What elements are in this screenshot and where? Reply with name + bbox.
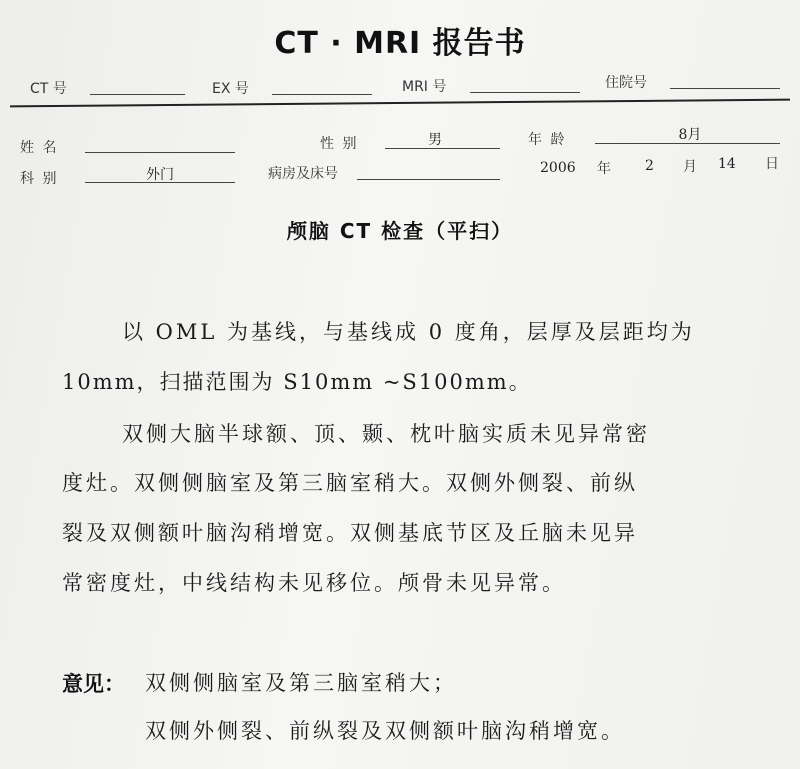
ct-number-label: CT 号 [30, 81, 67, 97]
ward-bed-blank [357, 179, 500, 180]
ct-number-blank [90, 94, 185, 95]
date-year: 2006 [540, 160, 576, 176]
findings-line: 度灶。双侧侧脑室及第三脑室稍大。双侧外侧裂、前纵 [62, 471, 638, 495]
sex-value: 男 [428, 132, 442, 148]
findings-line: 常密度灶，中线结构未见移位。颅骨未见异常。 [62, 571, 566, 595]
department-value: 外门 [146, 167, 174, 183]
mri-number-label: MRI 号 [402, 79, 447, 95]
inpatient-number-blank [670, 88, 780, 89]
header-divider [10, 99, 790, 108]
age-label: 年 龄 [528, 132, 567, 148]
ward-bed-label: 病房及床号 [268, 166, 338, 182]
findings-line: 10mm，扫描范围为 S10mm ~S100mm。 [62, 370, 532, 394]
findings-line: 双侧大脑半球额、顶、颞、枕叶脑实质未见异常密 [122, 422, 650, 446]
opinion-line: 双侧侧脑室及第三脑室稍大； [145, 671, 457, 695]
name-label: 姓 名 [20, 140, 59, 156]
opinion-line: 双侧外侧裂、前纵裂及双侧额叶脑沟稍增宽。 [145, 719, 625, 743]
mri-number-blank [470, 92, 580, 93]
name-blank [85, 152, 235, 153]
date-day: 14 [718, 156, 736, 172]
inpatient-number-label: 住院号 [605, 75, 647, 91]
sex-label: 性 别 [320, 136, 359, 152]
report-title: CT · MRI 报告书 [274, 26, 526, 61]
department-label: 科 别 [20, 171, 59, 187]
date-year-unit: 年 [597, 161, 613, 177]
ex-number-blank [272, 94, 372, 95]
age-value: 8月 [678, 127, 702, 143]
date-month-unit: 月 [683, 159, 699, 175]
date-month: 2 [645, 158, 654, 174]
exam-title: 颅脑 CT 检查（平扫） [286, 219, 514, 243]
date-day-unit: 日 [765, 156, 781, 172]
ex-number-label: EX 号 [212, 81, 249, 97]
opinion-label: 意见： [62, 672, 125, 696]
findings-line: 以 OML 为基线，与基线成 0 度角，层厚及层距均为 [122, 320, 695, 344]
findings-line: 裂及双侧额叶脑沟稍增宽。双侧基底节区及丘脑未见异 [62, 521, 638, 545]
